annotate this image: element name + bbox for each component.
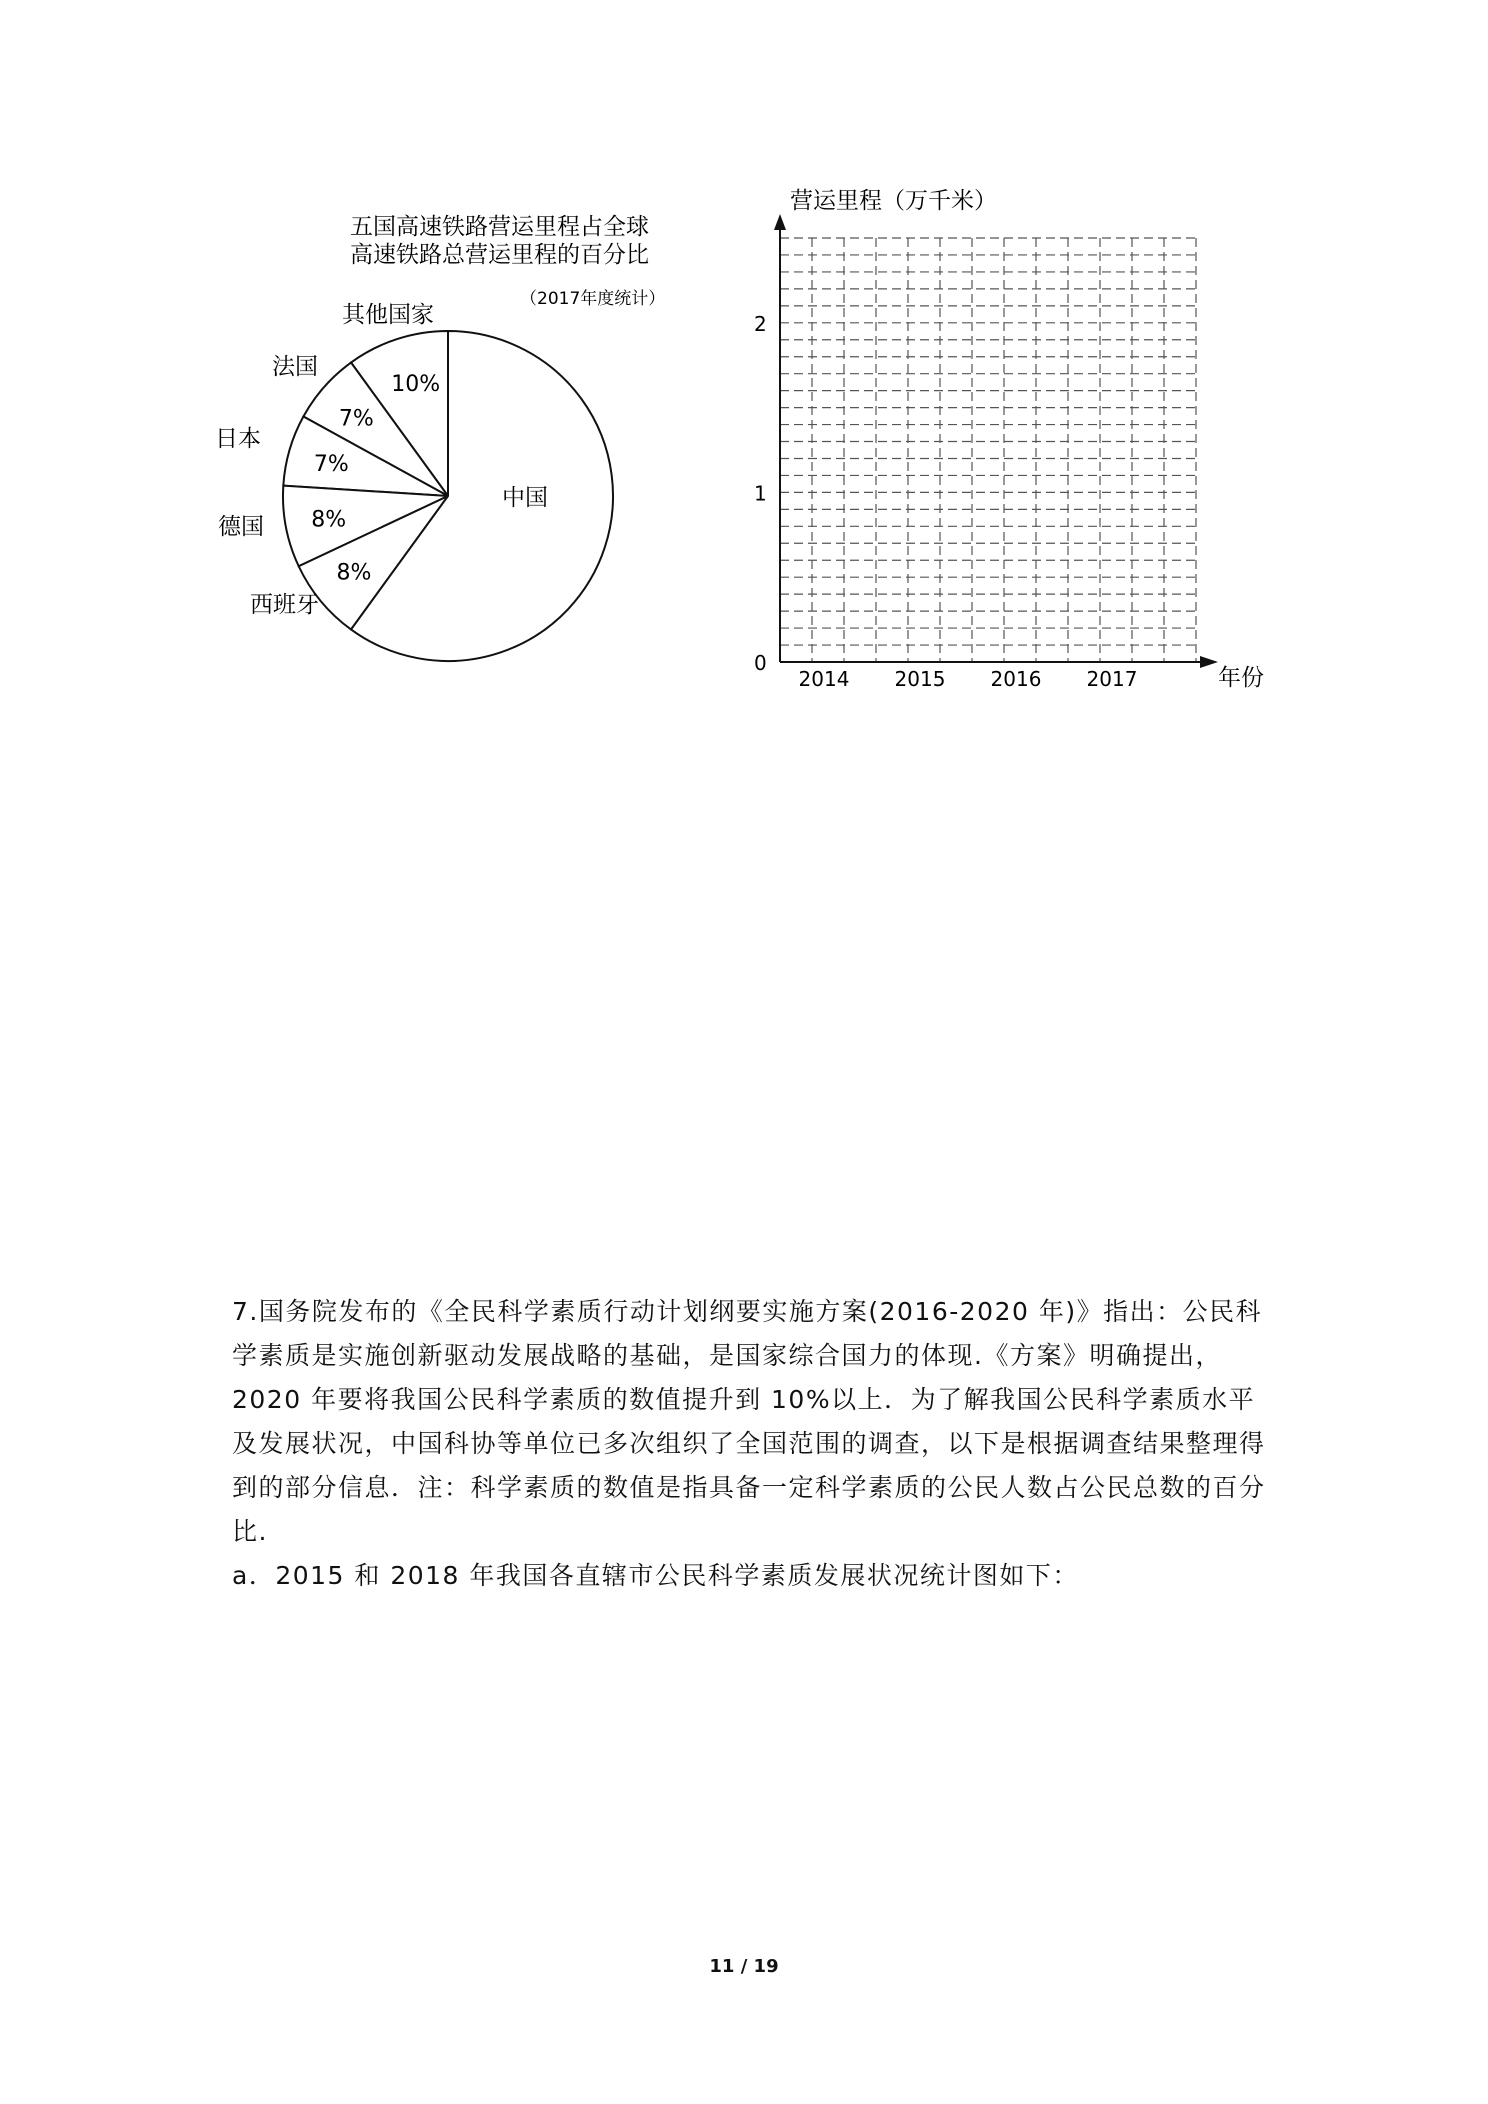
pie-value-label: 7%: [338, 406, 374, 432]
pie-title-line2: 高速铁路总营运里程的百分比: [350, 242, 649, 268]
pie-category-label: 其他国家: [342, 302, 434, 328]
question-part-a: a．2015 和 2018 年我国各直辖市公民科学素质发展状况统计图如下：: [232, 1561, 1079, 1590]
grid-lines: [780, 238, 1200, 662]
grid-y-axis-label: 营运里程（万千米）: [790, 188, 997, 214]
pie-value-label: 7%: [313, 451, 349, 477]
pie-category-label: 法国: [272, 354, 318, 380]
pie-category-label: 日本: [215, 426, 261, 452]
pie-category-label: 中国: [502, 485, 548, 511]
x-tick-label: 2017: [1086, 667, 1138, 691]
question-block: [232, 1290, 1272, 1598]
y-tick-label: 2: [754, 311, 767, 336]
x-tick-label: 2016: [990, 667, 1042, 691]
grid-chart: [740, 170, 1300, 710]
y-tick-label: 0: [754, 651, 767, 675]
question-paragraph: 7.国务院发布的《全民科学素质行动计划纲要实施方案(2016-2020 年)》指出：公民科学素质是实施创新驱动发展战略的基础，是国家综合国力的体现.《方案》明确提出，2020 年要将我国公民科学素质的数值提升到 10%以上．为了解我国公民科学素质水平及发展状况，中国科协等单位已多次组织了全国范围的调查，以下是根据调查结果整理得到的部分信息．注：科学素质的数值是指具备一定科学素质的公民人数占公民总数的百分比.: [232, 1297, 1266, 1546]
pie-category-label: 西班牙: [250, 592, 319, 618]
page-number: 11 / 19: [709, 1956, 779, 1977]
x-tick-label: 2015: [894, 667, 946, 691]
pie-slices: [283, 331, 613, 661]
y-tick-label: 1: [754, 481, 767, 506]
pie-title-line1: 五国高速铁路营运里程占全球: [350, 214, 649, 240]
pie-category-label: 德国: [218, 514, 264, 540]
pie-value-label: 8%: [336, 560, 372, 586]
pie-value-label: 10%: [391, 372, 441, 398]
y-axis-arrow: [774, 214, 786, 230]
x-axis-arrow: [1200, 656, 1218, 668]
grid-x-axis-label: 年份: [1218, 665, 1264, 691]
pie-value-label: 8%: [311, 507, 347, 533]
x-tick-label: 2014: [798, 667, 850, 691]
pie-subtitle: （2017年度统计）: [520, 289, 666, 309]
pie-chart: [215, 200, 750, 680]
